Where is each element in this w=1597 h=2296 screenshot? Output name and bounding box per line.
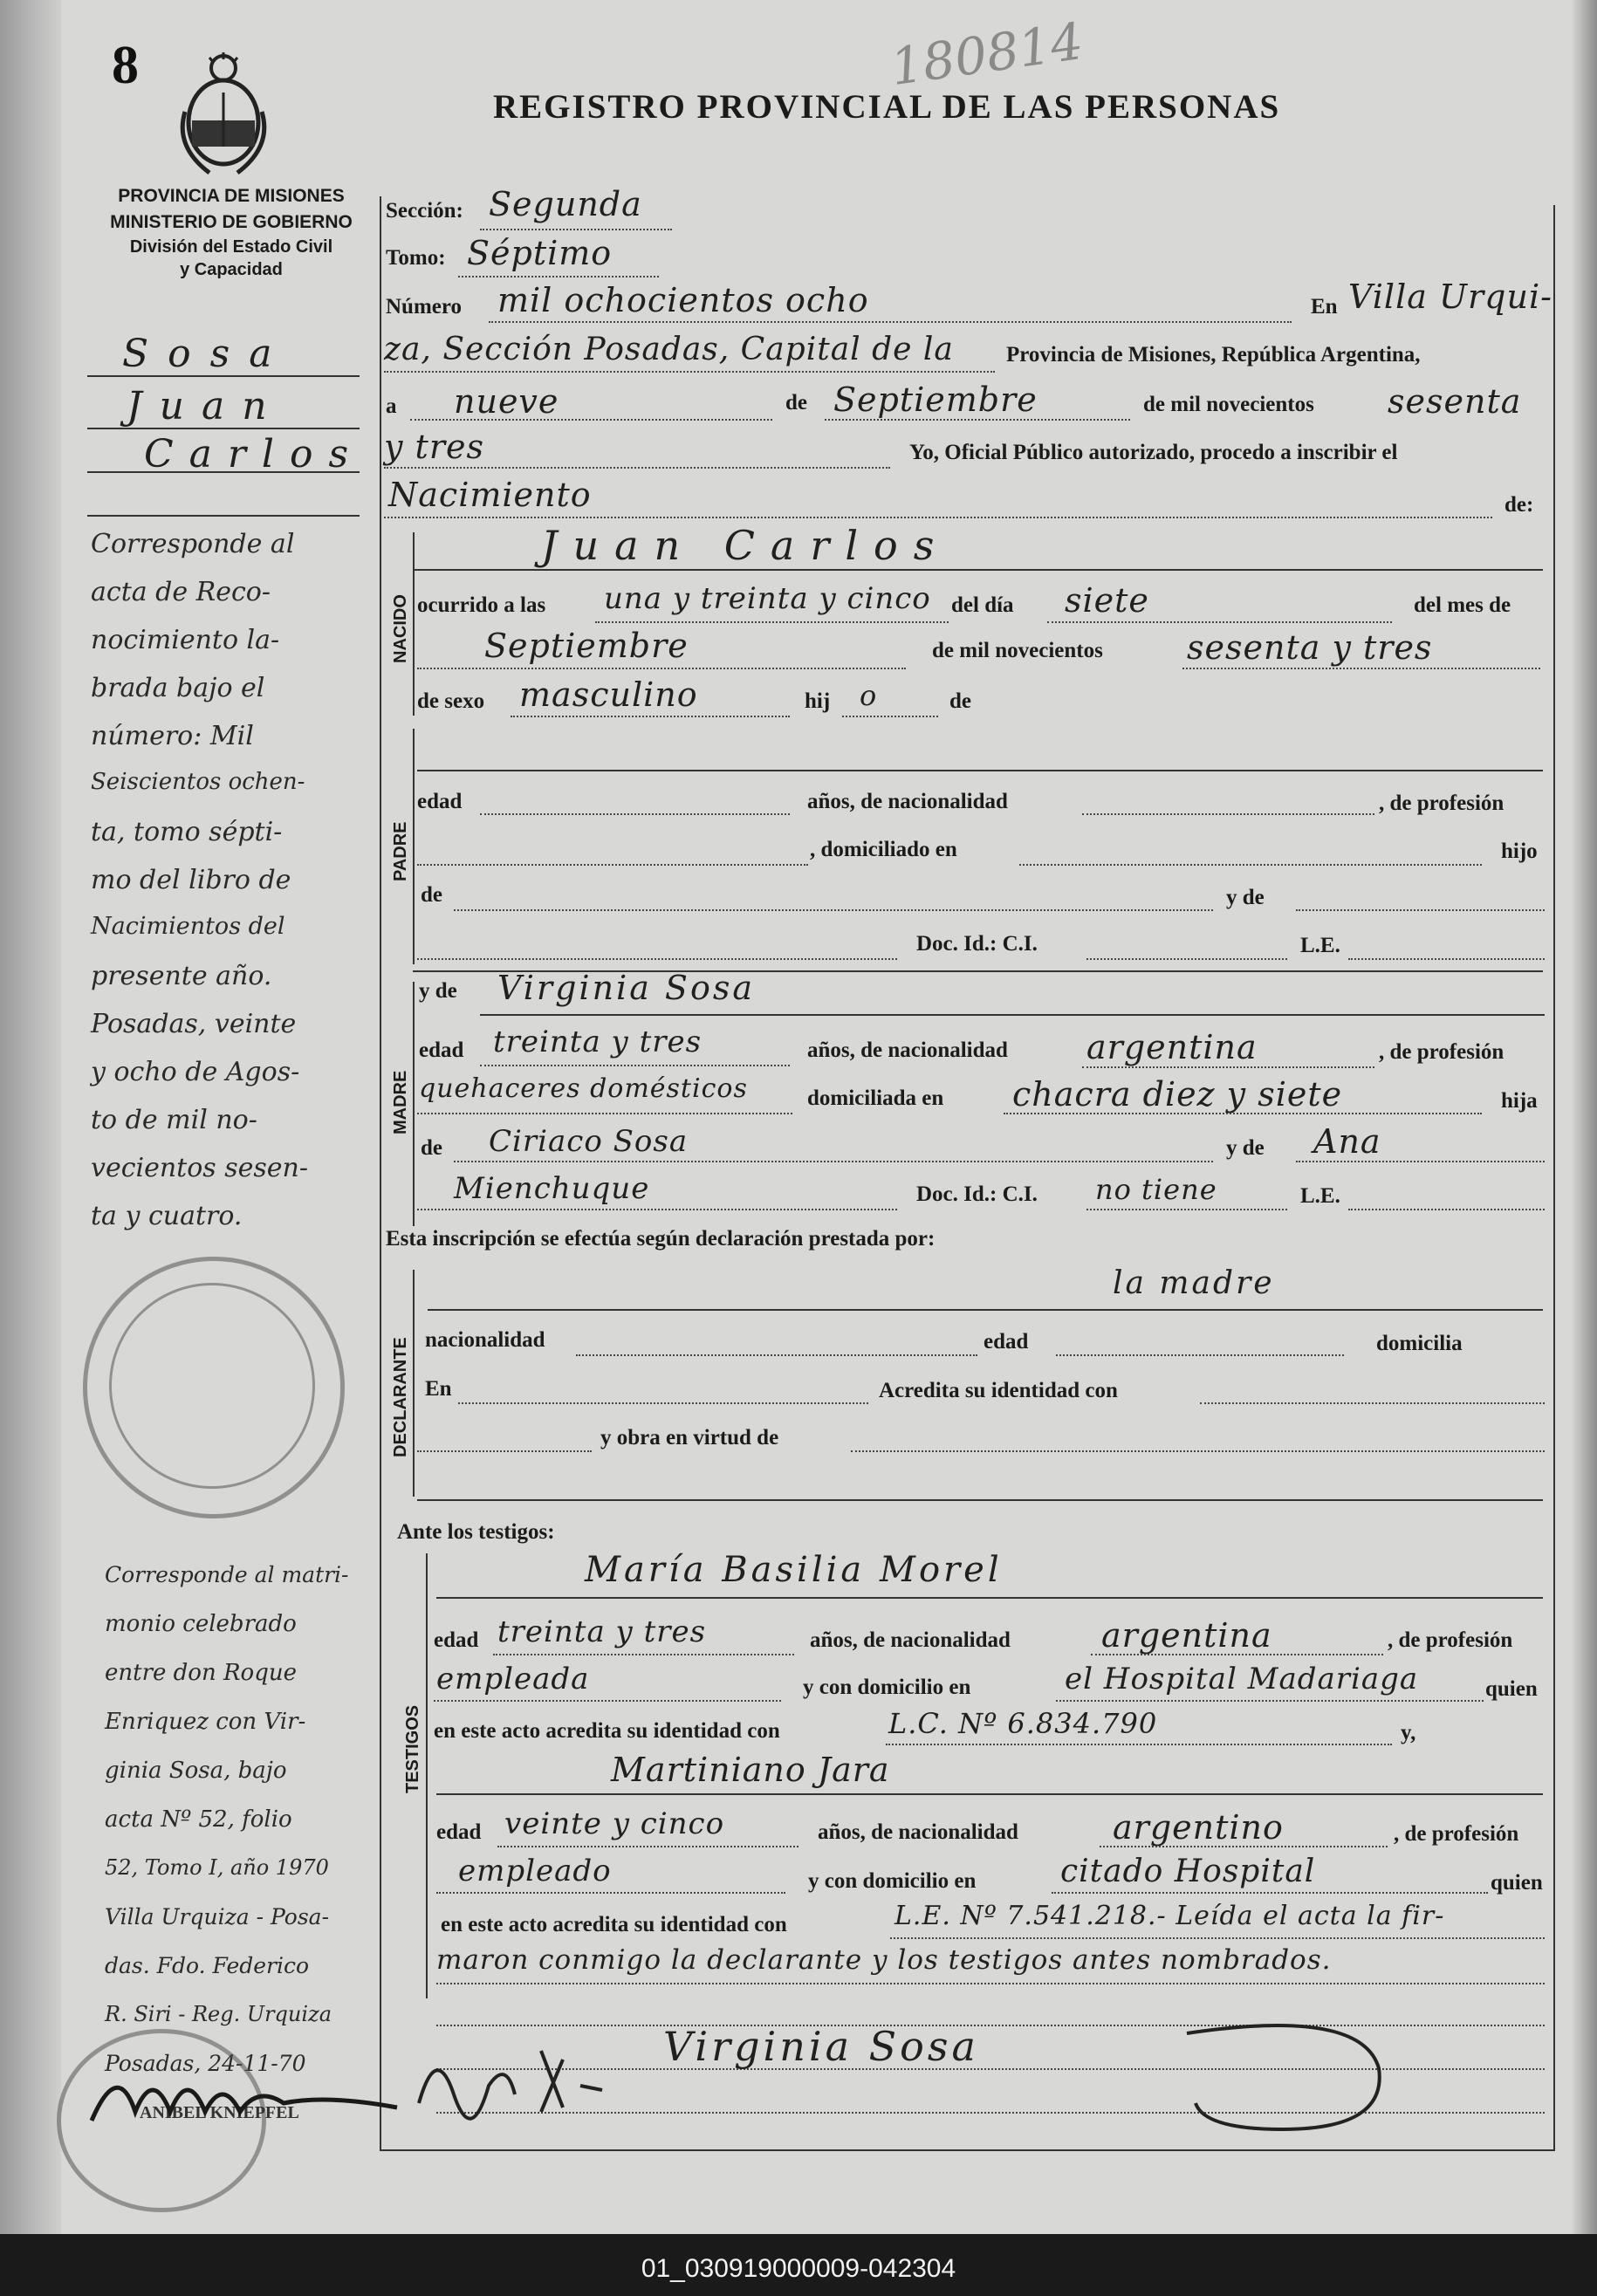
margin-note-line: Corresponde al — [91, 529, 295, 559]
label-de-hij: de — [949, 689, 971, 713]
section-label-testigos: TESTIGOS — [403, 1704, 422, 1793]
value-madre-profesion: quehaceres domésticos — [419, 1073, 748, 1104]
label-con-domicilio-2: y con domicilio en — [808, 1869, 977, 1893]
margin-note-line: vecientos sesen- — [91, 1153, 308, 1183]
label-acto-2: en este acto acredita su identidad con — [441, 1913, 787, 1936]
section-label-padre: PADRE — [391, 821, 410, 881]
label-de-mil: de mil novecientos — [1143, 393, 1314, 416]
value-sexo: masculino — [519, 675, 698, 714]
label-de-sexo: de sexo — [417, 689, 485, 713]
value-madre-edad: treinta y tres — [493, 1025, 703, 1059]
margin-note-line: ginia Sosa, bajo — [105, 1758, 287, 1784]
value-hora: una y treinta y cinco — [604, 581, 931, 616]
label-a: a — [386, 394, 397, 418]
ministry-line-2: MINISTERIO DE GOBIERNO — [110, 212, 353, 232]
label-con-domicilio-1: y con domicilio en — [803, 1676, 971, 1699]
value-acto: Nacimiento — [388, 476, 592, 514]
margin-surname: Sosa — [122, 332, 291, 376]
label-quien-1: quien — [1485, 1677, 1538, 1701]
label-del-mes: del mes de — [1414, 593, 1511, 617]
label-del-dia: del día — [951, 593, 1014, 617]
margin-note-line: das. Fdo. Federico — [105, 1953, 310, 1978]
margin-note-line: monio celebrado — [105, 1611, 297, 1637]
value-testigo-1-doc: L.C. Nº 6.834.790 — [888, 1707, 1158, 1740]
document-title: REGISTRO PROVINCIAL DE LAS PERSONAS — [493, 88, 1281, 126]
label-de-padre: de — [421, 883, 442, 907]
value-cierre: maron conmigo la declarante y los testigos antes nombrados. — [436, 1944, 1332, 1976]
signature-scribble — [410, 2007, 620, 2129]
label-edad-declarante: edad — [984, 1330, 1029, 1354]
label-seccion: Sección: — [386, 199, 463, 223]
value-testigo-1-nacionalidad: argentina — [1101, 1616, 1272, 1655]
label-hij: hij — [805, 689, 831, 713]
value-testigo-1-profesion: empleada — [436, 1662, 590, 1696]
margin-note-marriage — [105, 1562, 393, 2100]
label-y-comma: y, — [1401, 1721, 1416, 1744]
label-de: de — [785, 391, 807, 415]
label-quien-2: quien — [1491, 1871, 1543, 1895]
label-numero: Número — [386, 295, 463, 319]
margin-note-line: Posadas, 24-11-70 — [105, 2051, 306, 2076]
margin-note-line: brada bajo el — [91, 673, 265, 703]
label-profesion-testigo-2: , de profesión — [1394, 1822, 1519, 1846]
margin-note-line: mo del libro de — [91, 865, 291, 895]
label-tomo: Tomo: — [386, 246, 446, 270]
margin-note-line: Corresponde al matri- — [105, 1562, 349, 1587]
margin-note-line: Enriquez con Vir- — [105, 1709, 306, 1735]
margin-note-line: Seiscientos ochen- — [91, 769, 305, 795]
ministry-line-1: PROVINCIA DE MISIONES — [118, 186, 345, 206]
value-dia: nueve — [454, 382, 559, 421]
value-testigo-2-domicilio: citado Hospital — [1060, 1854, 1316, 1889]
label-ocurrido: ocurrido a las — [417, 593, 546, 617]
value-mes-nac: Septiembre — [484, 627, 689, 665]
margin-note-line: R. Siri - Reg. Urquiza — [105, 2002, 332, 2026]
label-obra: y obra en virtud de — [600, 1426, 779, 1450]
label-anos-nac-testigo-2: años, de nacionalidad — [818, 1820, 1018, 1844]
value-seccion: Segunda — [489, 185, 642, 223]
corner-number: 180814 — [887, 10, 1087, 98]
label-domiciliado: , domiciliado en — [810, 838, 957, 861]
margin-note-line: entre don Roque — [105, 1660, 297, 1686]
label-de-mil-nac: de mil novecientos — [932, 639, 1103, 662]
label-de-madre: de — [421, 1136, 442, 1160]
value-madre-nacionalidad: argentina — [1086, 1028, 1258, 1066]
margin-note-line: nocimiento la- — [91, 625, 280, 655]
image-id-footer: 01_030919000009-042304 — [641, 2254, 956, 2283]
signature-virginia-sosa: Virginia Sosa — [663, 2023, 979, 2070]
value-madre-nombre: Virginia Sosa — [497, 969, 755, 1007]
label-hijo: hijo — [1501, 840, 1538, 863]
value-testigo-1-nombre: María Basilia Morel — [585, 1550, 1003, 1590]
label-le-madre: L.E. — [1300, 1184, 1340, 1208]
label-provincia: Provincia de Misiones, República Argentina, — [1006, 343, 1421, 367]
margin-first-name: Juan — [127, 384, 284, 428]
margin-note-line: y ocho de Agos- — [91, 1057, 300, 1087]
label-inscripcion: Esta inscripción se efectúa según declaración prestada por: — [386, 1227, 936, 1251]
official-stamp-inner — [109, 1283, 315, 1489]
label-edad-madre: edad — [419, 1038, 464, 1062]
value-lugar-2: za, Sección Posadas, Capital de la — [384, 332, 954, 367]
ministry-line-3: División del Estado Civil — [129, 237, 333, 257]
section-label-declarante: DECLARANTE — [391, 1337, 410, 1457]
margin-note-line: Villa Urquiza - Posa- — [105, 1904, 330, 1929]
value-hij-suffix: o — [860, 679, 878, 712]
label-nacionalidad-declarante: nacionalidad — [425, 1328, 545, 1352]
margin-note-line: 52, Tomo I, año 1970 — [105, 1855, 329, 1880]
value-madre-doc: no tiene — [1095, 1173, 1217, 1206]
value-testigo-2-nacionalidad: argentino — [1113, 1808, 1284, 1847]
value-testigo-1-edad: treinta y tres — [497, 1614, 707, 1649]
margin-note-line: acta de Reco- — [91, 577, 271, 607]
value-numero: mil ochocientos ocho — [497, 281, 869, 319]
label-acto-1: en este acto acredita su identidad con — [434, 1719, 780, 1743]
label-edad-testigo-2: edad — [436, 1820, 482, 1844]
coat-of-arms-icon — [175, 51, 272, 182]
value-abuela: Ana — [1313, 1122, 1381, 1161]
page-number: 8 — [112, 36, 139, 95]
value-anio-1: sesenta — [1388, 382, 1522, 421]
label-edad-testigo-1: edad — [434, 1628, 479, 1652]
label-en: En — [1311, 295, 1338, 319]
label-doc-id-madre: Doc. Id.: C.I. — [916, 1182, 1038, 1206]
value-tomo: Séptimo — [467, 234, 613, 272]
label-profesion-madre: , de profesión — [1379, 1040, 1504, 1064]
margin-note-line: número: Mil — [91, 721, 254, 751]
value-lugar-1: Villa Urqui- — [1348, 278, 1552, 316]
label-ante-testigos: Ante los testigos: — [397, 1520, 555, 1544]
label-y-de-padre: y de — [1226, 886, 1265, 909]
value-anio-2: y tres — [384, 428, 484, 466]
section-label-madre: MADRE — [391, 1070, 410, 1134]
section-label-nacido: NACIDO — [391, 594, 410, 663]
margin-second-name: Carlos — [144, 432, 365, 476]
margin-note-line: presente año. — [91, 961, 272, 991]
label-edad-padre: edad — [417, 790, 463, 813]
label-hija: hija — [1501, 1089, 1538, 1113]
label-en-declarante: En — [425, 1377, 452, 1401]
margin-note-line: to de mil no- — [91, 1105, 257, 1135]
value-mes: Septiembre — [833, 380, 1038, 419]
signature-curve — [1152, 2016, 1396, 2147]
label-anos-nac-testigo-1: años, de nacionalidad — [810, 1628, 1011, 1652]
label-le-padre: L.E. — [1300, 934, 1340, 957]
stamp-name-text: ANIBEL KNIEPFEL — [140, 2103, 299, 2122]
label-yo: Yo, Oficial Público autorizado, procedo a inscribir el — [909, 441, 1398, 464]
margin-note-line: acta Nº 52, folio — [105, 1806, 292, 1833]
label-de-colon: de: — [1504, 493, 1534, 517]
label-doc-id-padre: Doc. Id.: C.I. — [916, 932, 1038, 956]
label-y-de-abuela: y de — [1226, 1136, 1265, 1160]
label-anos-nac-padre: años, de nacionalidad — [807, 790, 1008, 813]
margin-note-line: Nacimientos del — [91, 913, 285, 940]
label-y-de-madre: y de — [419, 979, 457, 1003]
value-testigo-1-domicilio: el Hospital Madariaga — [1065, 1662, 1419, 1696]
margin-note-line: ta y cuatro. — [91, 1201, 243, 1231]
label-profesion-padre: , de profesión — [1379, 792, 1504, 815]
value-testigo-2-profesion: empleado — [458, 1854, 612, 1888]
value-testigo-2-edad: veinte y cinco — [504, 1806, 725, 1841]
value-anio-nac: sesenta y tres — [1187, 628, 1433, 667]
signature-official — [83, 2051, 415, 2147]
ministry-heading — [87, 183, 375, 281]
value-dia-nac: siete — [1065, 581, 1149, 620]
value-nombre: Juan Carlos — [541, 522, 950, 569]
value-abuela-2: Mienchuque — [454, 1171, 650, 1206]
ministry-line-4: y Capacidad — [180, 260, 283, 279]
margin-note-line: Posadas, veinte — [91, 1009, 297, 1039]
label-acredita: Acredita su identidad con — [879, 1379, 1118, 1402]
value-abuelo: Ciriaco Sosa — [489, 1124, 689, 1159]
label-domicilia: domicilia — [1376, 1332, 1463, 1355]
value-madre-domicilio: chacra diez y siete — [1012, 1075, 1343, 1114]
margin-note-line: ta, tomo sépti- — [91, 817, 283, 847]
value-declarante: la madre — [1113, 1265, 1275, 1301]
label-domiciliada: domiciliada en — [807, 1086, 944, 1110]
value-testigo-2-doc: L.E. Nº 7.541.218.- Leída el acta la fir- — [894, 1901, 1445, 1931]
label-anos-nac-madre: años, de nacionalidad — [807, 1038, 1008, 1062]
value-testigo-2-nombre: Martiniano Jara — [611, 1751, 890, 1789]
label-profesion-testigo-1: , de profesión — [1388, 1628, 1513, 1652]
margin-note-recognition — [91, 529, 379, 1249]
